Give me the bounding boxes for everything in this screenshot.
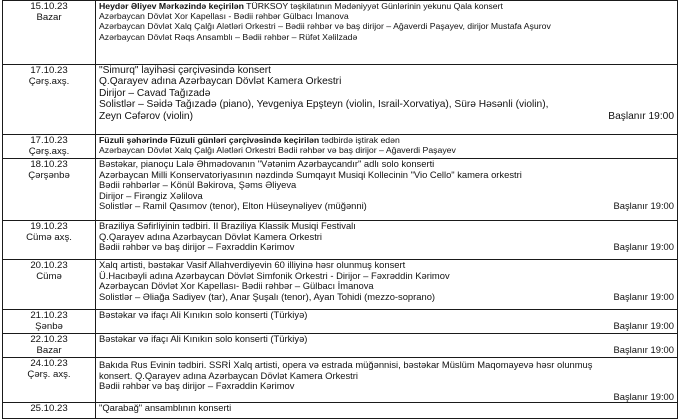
event-line: Bəstəkar, pianoçu Lalə Əhmədovanın "Vətənim Azərbaycandır" adlı solo konserti [99,159,435,169]
weekday-text: Bazar [36,11,62,23]
event-line: Azərbaycan Dövlət Xalq Çalğı Alətləri Orkestri Bədii rəhbər və baş dirijor – Ağaverdi Paşayev [99,145,456,156]
date-cell [3,159,96,221]
event-cell [96,334,678,358]
date-text: 25.10.23 [30,403,68,415]
weekday-text: Çərşənbə [28,169,70,181]
event-line: Ü.Hacıbəyli adına Azərbaycan Dövlət Simfonik Orkestri - Dirijor – Fəxrəddin Kərimov [99,270,450,281]
date-cell [3,403,96,419]
event-line [99,135,674,145]
event-line [99,242,674,253]
event-line [99,111,674,122]
weekday-text: Çərş.axş. [28,145,70,157]
event-line [99,1,674,11]
event-line: Dirijor – Firəngiz Xəlilova [99,190,203,201]
date-text: 19.10.23 [30,221,68,232]
date-cell [3,334,96,358]
event-text: Zeyn Cəfərov (violin) [99,110,193,122]
event-line [99,321,674,332]
event-line: Bakıda Rus Evinin tədbiri. SSRİ Xalq artisti, opera və estrada müğənnisi, bəstəkar Müslüm Maqomayevə həsr olunmuş [99,360,593,370]
start-time: Başlanır 19:00 [608,110,674,122]
event-cell [96,358,678,403]
weekday-text: Bazar [36,344,62,356]
event-cell [96,221,678,260]
table-row [3,159,678,221]
date-cell [3,1,96,65]
date-text: 22.10.23 [30,334,68,345]
event-line: "Simurq" layihəsi çərçivəsində konsert [99,65,271,76]
date-text: 21.10.23 [30,310,68,321]
table-row [3,310,678,334]
event-line: Azərbaycan Dövlət Rəqs Ansamblı – Bədii rəhbər – Rüfət Xəlilzadə [99,31,358,42]
table-row [3,65,678,135]
weekday-text: Cümə [36,270,62,282]
date-text: 15.10.23 [30,1,68,12]
event-line: Bəstəkar və ifaçı Ali Kınıkın solo konserti (Türkiyə) [99,334,308,344]
event-line: Azərbaycan Dövlət Xor Kapellası- Bədii rəhbər – Gülbacı İmanova [99,281,374,292]
event-line: Braziliya Səfirliyinin tədbiri. II Braziliya Klassik Musiqi Festivalı [99,221,356,231]
event-line: Bədii rəhbər və baş dirijor – Fəxrəddin Kərimov [99,381,295,392]
event-line: Solistlər – Səidə Tağızadə (piano), Yevgeniya Epşteyn (violin, İsrail-Xorvatiya), Sürə Həsənli (violin), [99,99,549,111]
event-line: Dirijor – Cavad Tağızadə [99,87,211,99]
start-time: Başlanır 19:00 [613,242,674,253]
date-text: 17.10.23 [30,135,68,146]
event-line [99,292,674,303]
event-line: Q.Qarayev adına Azərbaycan Dövlət Kamera Orkestri [99,76,342,88]
weekday-text: Cümə axş. [26,231,72,243]
table-row [3,221,678,260]
date-text: 17.10.23 [30,65,68,76]
event-line: Azərbaycan Dövlət Xor Kapellası - Bədii rəhbər Gülbacı İmanova [99,11,349,22]
date-cell [3,260,96,310]
event-line: konsert. Q.Qarayev adına Azərbaycan Dövlət Kamera Orkestri [99,370,358,381]
start-time: Başlanır 19:00 [613,291,674,302]
table-row [3,358,678,403]
concert-schedule-table [2,0,678,419]
table-row [3,334,678,358]
event-text: Solistlər – Əliağa Sadiyev (tar), Anar Şuşalı (tenor), Ayan Tohidi (mezzo-soprano) [99,291,436,302]
date-cell [3,358,96,403]
event-line [99,345,674,356]
event-cell [96,135,678,159]
table-row [3,135,678,159]
table-row [3,1,678,65]
event-line: Bədii rəhbərlər – Könül Bəkirova, Şəms Əliyeva [99,180,297,191]
event-cell [96,260,678,310]
start-time: Başlanır 19:00 [613,391,674,402]
date-cell [3,65,96,135]
event-text: Solistlər – Ramil Qasımov (tenor), Elton Hüseynəliyev (müğənni) [99,201,367,212]
event-line: Bəstəkar və ifaçı Ali Kınıkın solo konserti (Türkiyə) [99,310,308,320]
event-cell [96,159,678,221]
event-line: Azərbaycan Milli Konservatoriyasının nəzdində Sumqayıt Musiqi Kollecinin "Vio Cello" kamera orkestri [99,169,522,180]
table-row [3,260,678,310]
date-text: 24.10.23 [30,358,68,369]
date-cell [3,310,96,334]
event-text: tədbirdə iştirak edən [319,135,400,145]
event-cell [96,1,678,65]
event-line: Xalq artisti, bəstəkar Vasif Allahverdiyevin 60 illiyinə həsr olunmuş konsert [99,260,406,270]
weekday-text: Çərş. axş. [27,368,71,380]
event-line [99,201,674,212]
event-line: "Qarabağ" ansamblının konserti [99,403,232,414]
event-line: Q.Qarayev adına Azərbaycan Dövlət Kamera Orkestri [99,231,323,242]
event-text: TÜRKSOY təşkilatının Mədəniyyət Günlərinin yekunu Qala konsert [243,1,503,11]
event-line [99,392,674,403]
event-cell [96,403,678,419]
event-cell [96,65,678,135]
date-text: 18.10.23 [30,159,68,170]
start-time: Başlanır 19:00 [613,201,674,212]
table-row [3,403,678,419]
event-line: Azərbaycan Dövlət Xalq Çalğı Alətləri Orkestri – Bədii rəhbər və baş dirijor – Ağaverdi Paşayev, dirijor Mustafa Aşurov [99,21,551,32]
start-time: Başlanır 19:00 [613,344,674,355]
date-text: 20.10.23 [30,260,68,271]
event-venue: Heydər Əliyev Mərkəzində keçirilən [99,1,244,11]
event-text: Bədii rəhbər və baş dirijor – Fəxrəddin Kərimov [99,242,295,253]
event-cell [96,310,678,334]
date-cell [3,221,96,260]
weekday-text: Şənbə [35,320,63,332]
start-time: Başlanır 19:00 [613,320,674,331]
date-cell [3,135,96,159]
weekday-text: Çərş.axş. [28,75,70,87]
event-venue: Füzuli şəhərində Füzuli günləri çərçivəsində keçirilən [99,135,320,145]
